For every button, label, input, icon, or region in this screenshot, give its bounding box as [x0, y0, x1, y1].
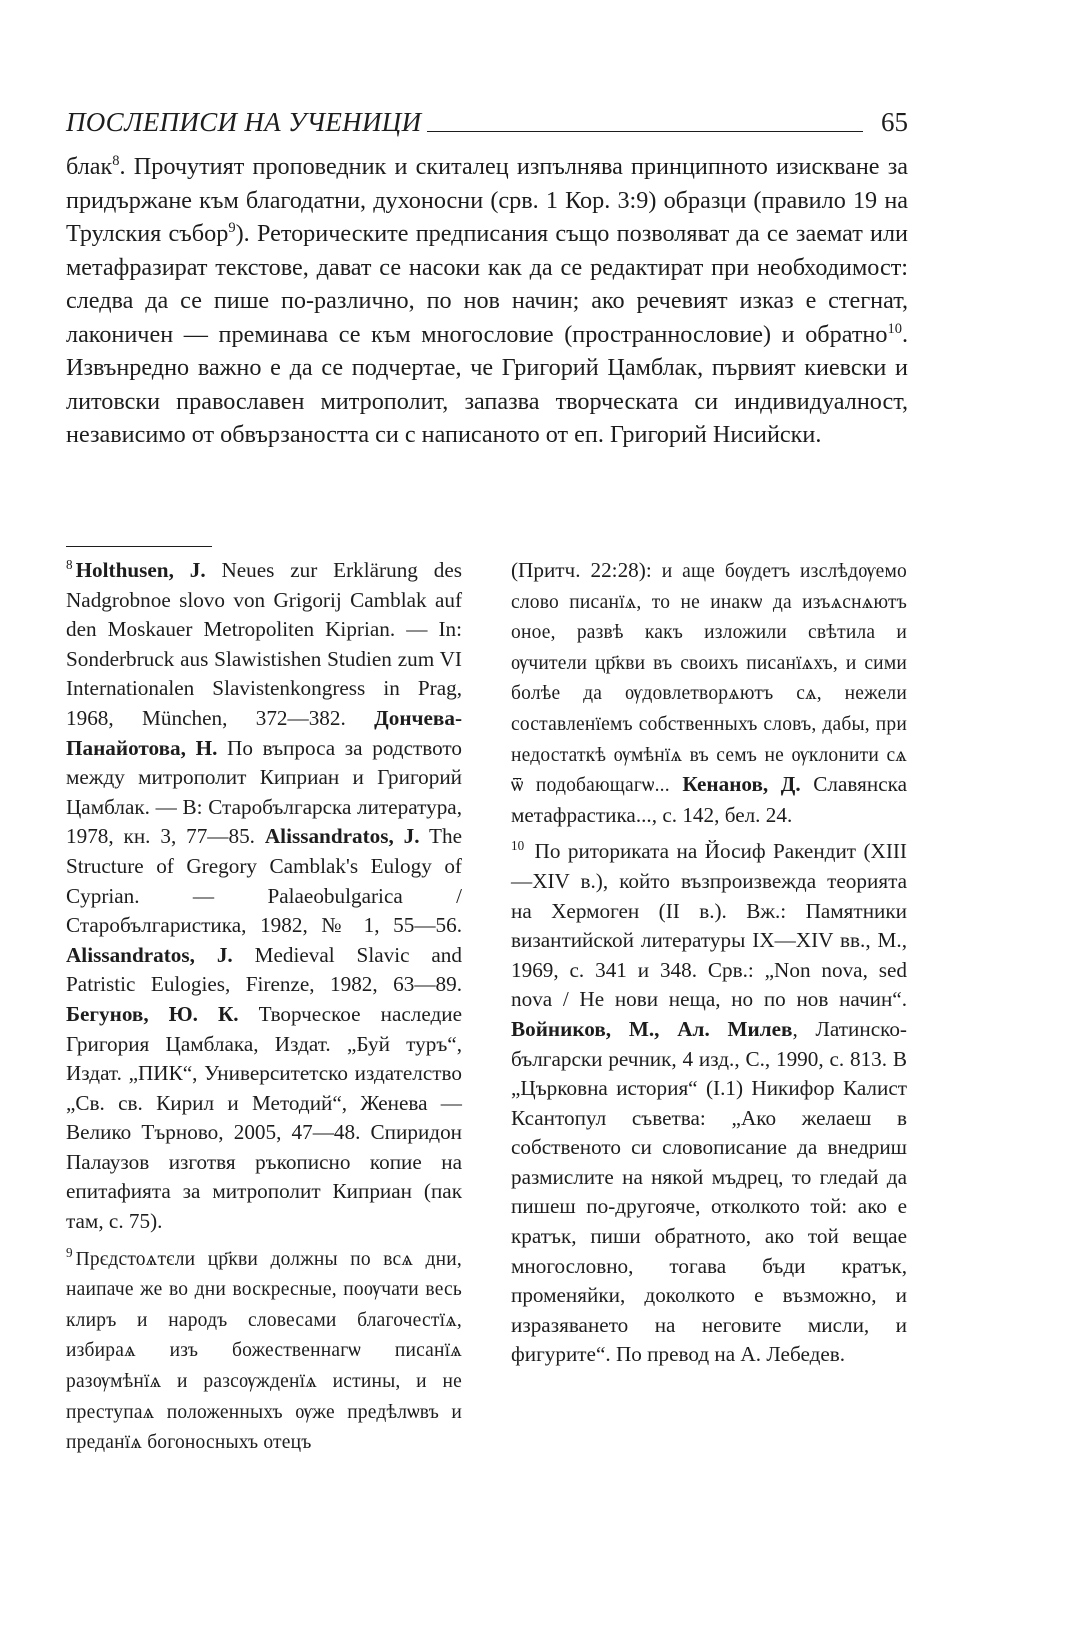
running-title: ПОСЛЕПИСИ НА УЧЕНИЦИ — [66, 107, 422, 137]
text-run: . Извънредно важно е да се подчертае, че Григорий Цамблак, първият киевски и литовски православен митрополит, запазва творческата си индивидуалност, независимо от обвързаността си с написаното от еп. Григорий Нисийски. — [66, 320, 908, 448]
footnotes-left-column — [66, 556, 462, 1465]
church-slavonic-quote: Прєдстоѧтєли цр҃кви должны по всѧ дни, наипаче же во дни воскресные, поѹчати весь клиръ и народъ словесами благочестїѧ, избираѧ изъ божественнагѡ писанїѧ разѹмѣнїѧ и разсѹжденїѧ истины, и не преступаѧ положенныхъ ѹже предѣлѡвъ и преданїѧ богоносныхъ отецъ — [66, 1248, 462, 1454]
author-name: Войников, М., Ал. Милев — [511, 1016, 793, 1041]
footnote-ref-10: 10 — [887, 320, 902, 337]
text-run: По въпроса за родството между митрополит Киприан и Григорий Цамблак. — В: Старобългарска литература, 1978, кн. 3, 77—85. — [66, 735, 463, 849]
header-rule — [427, 131, 863, 132]
footnote-number: 9 — [66, 1244, 73, 1260]
footnote-number: 8 — [66, 556, 73, 572]
footnote-separator — [66, 546, 212, 547]
footnote-9 — [66, 1244, 462, 1458]
footnote-10 — [511, 837, 907, 1370]
church-slavonic-quote: и аще бѹдетъ изслѣдѹемо слово писанїѧ, то не инакѡ да изъѧснѧютъ оное, развѣ какъ изложили свѣтила и ѹчители цр҃кви въ своихъ писанїѧхъ, и сими болѣе да ѹдовлетворѧютъ сѧ, нежели составленїемъ собственныхъ словъ, дабы, при недостаткѣ ѹмѣнїѧ въ семъ не ѹклонити сѧ ѿ подобающагѡ... — [511, 561, 907, 797]
text-run: Славянска метафрастика..., с. 142, бел. 24. — [511, 772, 907, 827]
author-name: Alissandratos, J. — [264, 824, 420, 849]
text-run: Творческое наследие Григория Цамблака, Издат. „Буй туръ“, Издат. „ПИК“, Университетско издателство „Св. св. Кирил и Методий“, Женева — Велико Търново, 2005, 47—48. Спиридон Палаузов изготвя ръкописно копие на епитафията за митрополит Киприан (пак там, с. 75). — [66, 1001, 462, 1234]
footnote-8 — [66, 556, 462, 1237]
text-run: блак — [66, 153, 113, 180]
text-run: По риториката на Йосиф Ракендит (XIII—XIV в.), който възпроизвежда теорията на Хермоген (II в.). Вж.: Памятники византийской литературы IX—XIV вв., М., 1969, с. 341 и 348. Срв.: „Non nova, sed nova / Не нови неща, но по нов начин“. — [511, 839, 907, 1012]
main-text — [66, 150, 908, 452]
text-run: (Притч. 22:28): — [511, 558, 662, 582]
page-number: 65 — [881, 107, 908, 137]
text-run: Medieval Slavic and Patristic Eulogies, Firenze, 1982, 63—89. — [66, 942, 462, 997]
author-name: Holthusen, J. — [75, 558, 206, 582]
footnote-ref-8: 8 — [112, 152, 120, 169]
text-run: The Structure of Gregory Camblak's Eulogy of Cyprian. — Palaeobulgarica / Старобългаристика, 1982, № 1, 55—56. — [66, 824, 462, 938]
text-run: ). Реторическите предписания също позволяват да се заемат или метафразират текстове, дават се насоки как да се редактират при необходимост: следва да се пише по-различно, по нов начин; ако речевият изказ е стегнат, лаконичен — преминава се към многословие (пространнословие) и обратно — [66, 220, 908, 348]
author-name: Дончева-Панайотова, Н. — [66, 705, 462, 760]
footnote-9-continued — [511, 556, 907, 830]
running-header — [66, 98, 908, 138]
author-name: Alissandratos, J. — [66, 942, 233, 967]
text-run: , Латинско-български речник, 4 изд., С., 1990, с. 813. В „Църковна история“ (I.1) Никифор Калист Ксантопул съветва: „Ако желаеш в собственото си словописание да внедриш размислите на някой мъдрец, то гледай да пишеш по-другояче, отколкото той: ако е кратък, пиши обратното, ако той вещае многословно, тогава бъди кратък, променяйки, доколкото е възможно, и изразяването на неговите мисли, и фигурите“. По превод на А. Лебедев. — [511, 1016, 907, 1367]
footnotes-right-column — [511, 556, 907, 1377]
text-run: . Прочутият проповедник и скиталец изпълнява принципното изискване за придържане към благодатни, духоносни (срв. 1 Кор. 3:9) образци (правило 19 на Трулския събор — [66, 153, 908, 247]
footnote-ref-9: 9 — [228, 219, 236, 236]
main-paragraph — [66, 150, 908, 452]
footnote-number: 10 — [511, 838, 525, 854]
text-run: Neues zur Erklärung des Nadgrobnoe slovo von Grigorij Camblak auf den Moskauer Metropoliten Kiprian. — In: Sonderbruck aus Slawistishen Studien zum VI Internationalen Slavistenkongress in Prag, 1968, München, 372—382. — [66, 558, 462, 730]
author-name: Кенанов, Д. — [669, 772, 801, 797]
author-name: Бегунов, Ю. К. — [66, 1001, 239, 1026]
